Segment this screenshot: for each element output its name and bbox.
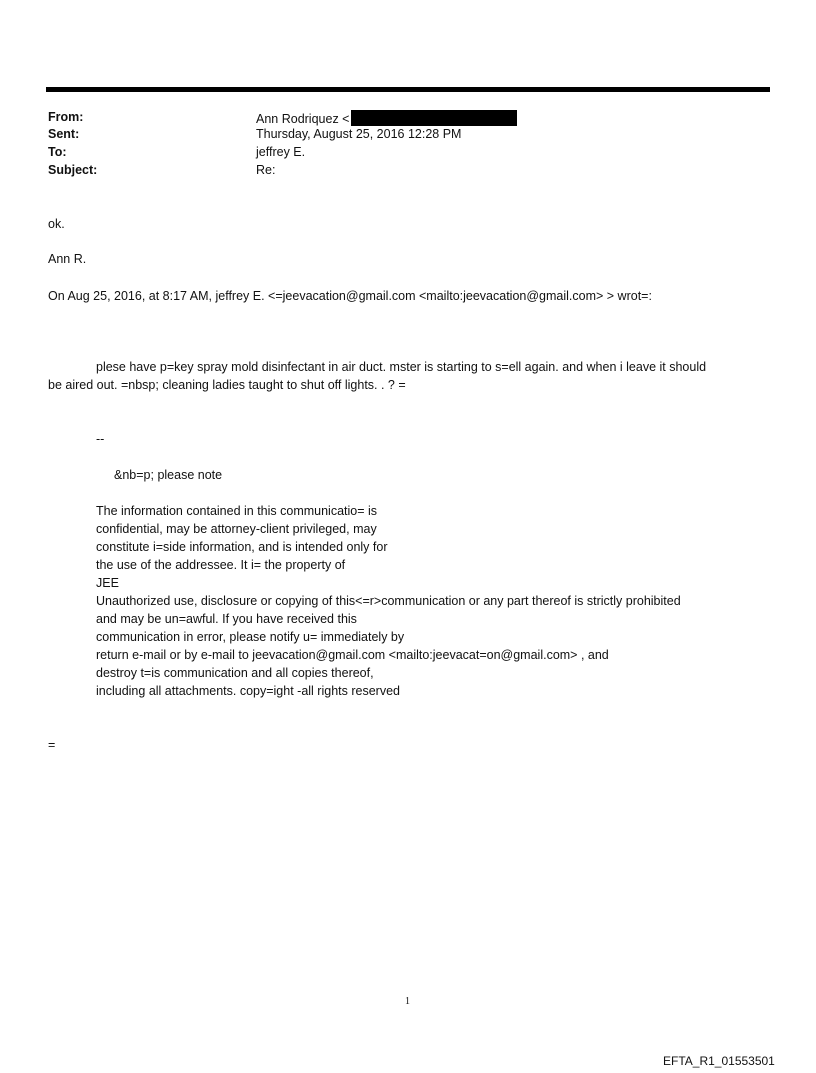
signature-separator: -- [96, 432, 105, 446]
to-label: To: [48, 145, 67, 159]
redacted-email-block [351, 110, 517, 126]
disclaimer-line: constitute i=side information, and is intended only for [96, 540, 388, 554]
disclaimer-line: confidential, may be attorney-client privileged, may [96, 522, 377, 536]
quote-intro: On Aug 25, 2016, at 8:17 AM, jeffrey E. <=jeevacation@gmail.com <mailto:jeevacation@gmail.com> > wrot=: [48, 289, 652, 303]
disclaimer-line: including all attachments. copy=ight -all rights reserved [96, 684, 400, 698]
document-id: EFTA_R1_01553501 [663, 1054, 775, 1068]
to-value: jeffrey E. [256, 145, 306, 159]
disclaimer-line: The information contained in this communicatio= is [96, 504, 378, 518]
signature: Ann R. [48, 252, 87, 266]
subject-label: Subject: [48, 163, 98, 177]
from-value [256, 110, 517, 126]
quoted-message-line-1: plese have p=key spray mold disinfectant in air duct. mster is starting to s=ell again. and when i leave it should [96, 360, 707, 374]
please-note: &nb=p; please note [114, 468, 223, 482]
disclaimer-line: the use of the addressee. It i= the property of [96, 558, 346, 572]
disclaimer-line: and may be un=awful. If you have received this [96, 612, 357, 626]
page-number: 1 [405, 996, 410, 1007]
disclaimer-line: communication in error, please notify u= immediately by [96, 630, 405, 644]
from-label: From: [48, 110, 84, 124]
trailing-equals: = [48, 738, 56, 752]
disclaimer-line: Unauthorized use, disclosure or copying of this<=r>communication or any part thereof is strictly prohibited [96, 594, 681, 608]
from-sender: Ann Rodriquez < [256, 112, 350, 126]
disclaimer-line: return e-mail or by e-mail to jeevacation@gmail.com <mailto:jeevacat=on@gmail.com> , and [96, 648, 609, 662]
reply-text: ok. [48, 217, 65, 231]
sent-label: Sent: [48, 127, 80, 141]
subject-value: Re: [256, 163, 276, 177]
disclaimer-line: JEE [96, 576, 119, 590]
disclaimer-line: destroy t=is communication and all copies thereof, [96, 666, 374, 680]
sent-value: Thursday, August 25, 2016 12:28 PM [256, 127, 462, 141]
header-rule [46, 87, 770, 92]
quoted-message-line-2: be aired out. =nbsp; cleaning ladies taught to shut off lights. . ? = [48, 378, 406, 392]
